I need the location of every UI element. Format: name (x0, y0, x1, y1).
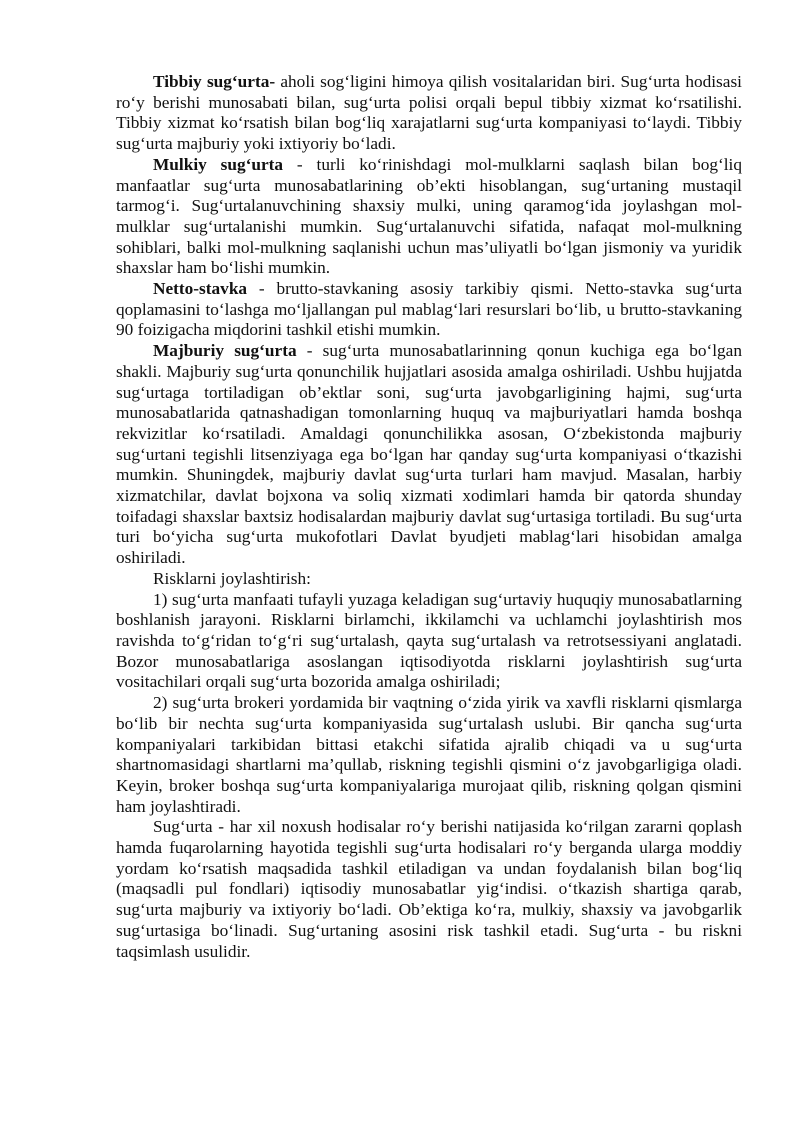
term-medical-insurance: Tibbiy sug‘urta- (153, 72, 276, 91)
paragraph-risk-placement-item-1 (116, 590, 742, 694)
paragraph-text: 1) sug‘urta manfaati tufayli yuzaga keladigan sug‘urtaviy huquqiy munosabatlarning boshlanish jarayoni. Risklarni birlamchi, ikkilamchi va uchlamchi joylashtirish mos ravishda to‘g‘ridan to‘g‘ri sug‘urtalash, qayta sug‘urtalash va retrotsessiyani anglatadi. Bozor munosabatlariga asoslangan iqtisodiyotda risklarni joylashtirish sug‘urta vositachilari orqali sug‘urta bozorida amalga oshiriladi; (116, 589, 742, 692)
paragraph-text: - turli ko‘rinishdagi mol-mulklarni saqlash bilan bog‘liq manfaatlar sug‘urta munosabatlarining ob’ekti hisoblangan, sug‘urtaning mustaqil tarmog‘i. Sug‘urtalanuvchining shaxsiy mulki, uning qaramog‘ida joylashgan mol-mulklar sug‘urtalanishi mumkin. Sug‘urtalanuvchi sifatida, nafaqat mol-mulkning sohiblari, balki mol-mulkning saqlanishi uchun mas’uliyatli bo‘lgan jismoniy va yuridik shaxslar ham bo‘lishi mumkin. (116, 154, 742, 278)
paragraph-text: 2) sug‘urta brokeri yordamida bir vaqtning o‘zida yirik va xavfli risklarni qismlarga bo‘lib bir nechta sug‘urta kompaniyasida sug‘urtalash uslubi. Bir qancha sug‘urta kompaniyalari tarkibidan bittasi etakchi sifatida ajralib chiqadi va u sug‘urta shartnomasidagi shartlarni ma’qullab, riskning tegishli qismini o‘z javobgarligiga oladi. Keyin, broker boshqa sug‘urta kompaniyalariga murojaat qilib, riskning qolgan qismini ham joylashtiradi. (116, 693, 742, 816)
term-property-insurance: Mulkiy sug‘urta (153, 154, 284, 174)
paragraph-text: Risklarni joylashtirish: (153, 568, 311, 588)
paragraph-property-insurance (116, 155, 742, 279)
term-net-rate: Netto-stavka (153, 279, 248, 299)
paragraph-risk-placement-heading (116, 569, 742, 590)
paragraph-risk-placement-item-2 (116, 693, 742, 817)
paragraph-text: aholi sog‘ligini himoya qilish vositalaridan biri. Sug‘urta hodisasi ro‘y berishi munosabati bilan, sug‘urta polisi orqali bepul tibbiy xizmat ko‘rsatilishi. Tibbiy xizmat ko‘rsatish bilan bog‘liq xarajatlarni sug‘urta kompaniyasi to‘laydi. Tibbiy sug‘urta majburiy yoki ixtiyoriy bo‘ladi. (116, 72, 742, 154)
paragraph-net-rate (116, 279, 742, 341)
paragraph-text: - brutto-stavkaning asosiy tarkibiy qismi. Netto-stavka sug‘urta qoplamasini to‘lashga mo‘ljallangan pul mablag‘lari resurslari bo‘lib, u brutto-stavkaning 90 foizigacha miqdorini tashkil etishi mumkin. (116, 279, 742, 340)
paragraph-mandatory-insurance (116, 341, 742, 569)
paragraph-insurance-definition (116, 817, 742, 962)
document-page (116, 72, 742, 962)
paragraph-text: Sug‘urta - har xil noxush hodisalar ro‘y berishi natijasida ko‘rilgan zararni qoplash hamda fuqarolarning hayotida tegishli sug‘urta hodisalari ro‘y berganda ularga moddiy yordam ko‘rsatish maqsadida tashkil etiladigan va undan foydalanish bilan bog‘liq (maqsadli pul fondlari) iqtisodiy munosabatlar yig‘indisi. o‘tkazish shartiga qarab, sug‘urta majburiy va ixtiyoriy bo‘ladi. Ob’ektiga ko‘ra, mulkiy, shaxsiy va javobgarlik sug‘urtasiga bo‘linadi. Sug‘urtaning asosini risk tashkil etadi. Sug‘urta - bu riskni taqsimlash usulidir. (116, 817, 742, 961)
paragraph-medical-insurance (116, 72, 742, 155)
term-mandatory-insurance: Majburiy sug‘urta (153, 341, 297, 361)
paragraph-text: - sug‘urta munosabatlarinning qonun kuchiga ega bo‘lgan shakli. Majburiy sug‘urta qonunchilik hujjatlari asosida amalga oshiriladi. Ushbu hujjatda sug‘urtaga tortiladigan ob’ektlar soni, sug‘urta javobgarligining hajmi, sug‘urta munosabatlarida qatnashadigan tomonlarning huquq va majburiyatlari hamda boshqa rekvizitlar ko‘rsatiladi. Amaldagi qonunchilikka asosan, O‘zbekistonda majburiy sug‘urtani tegishli litsenziyaga ega bo‘lgan har qanday sug‘urta kompaniyasi o‘tkazishi mumkin. Shuningdek, majburiy davlat sug‘urta turlari ham mavjud. Masalan, harbiy xizmatchilar, davlat bojxona va soliq xizmati xodimlari hamda bir qatorda shunday toifadagi shaxslar baxtsiz hodisalardan majburiy davlat sug‘urtasiga tortiladi. Bu sug‘urta turi bo‘yicha sug‘urta mukofotlari Davlat byudjeti mablag‘lari hisobidan amalga oshiriladi. (116, 341, 742, 568)
